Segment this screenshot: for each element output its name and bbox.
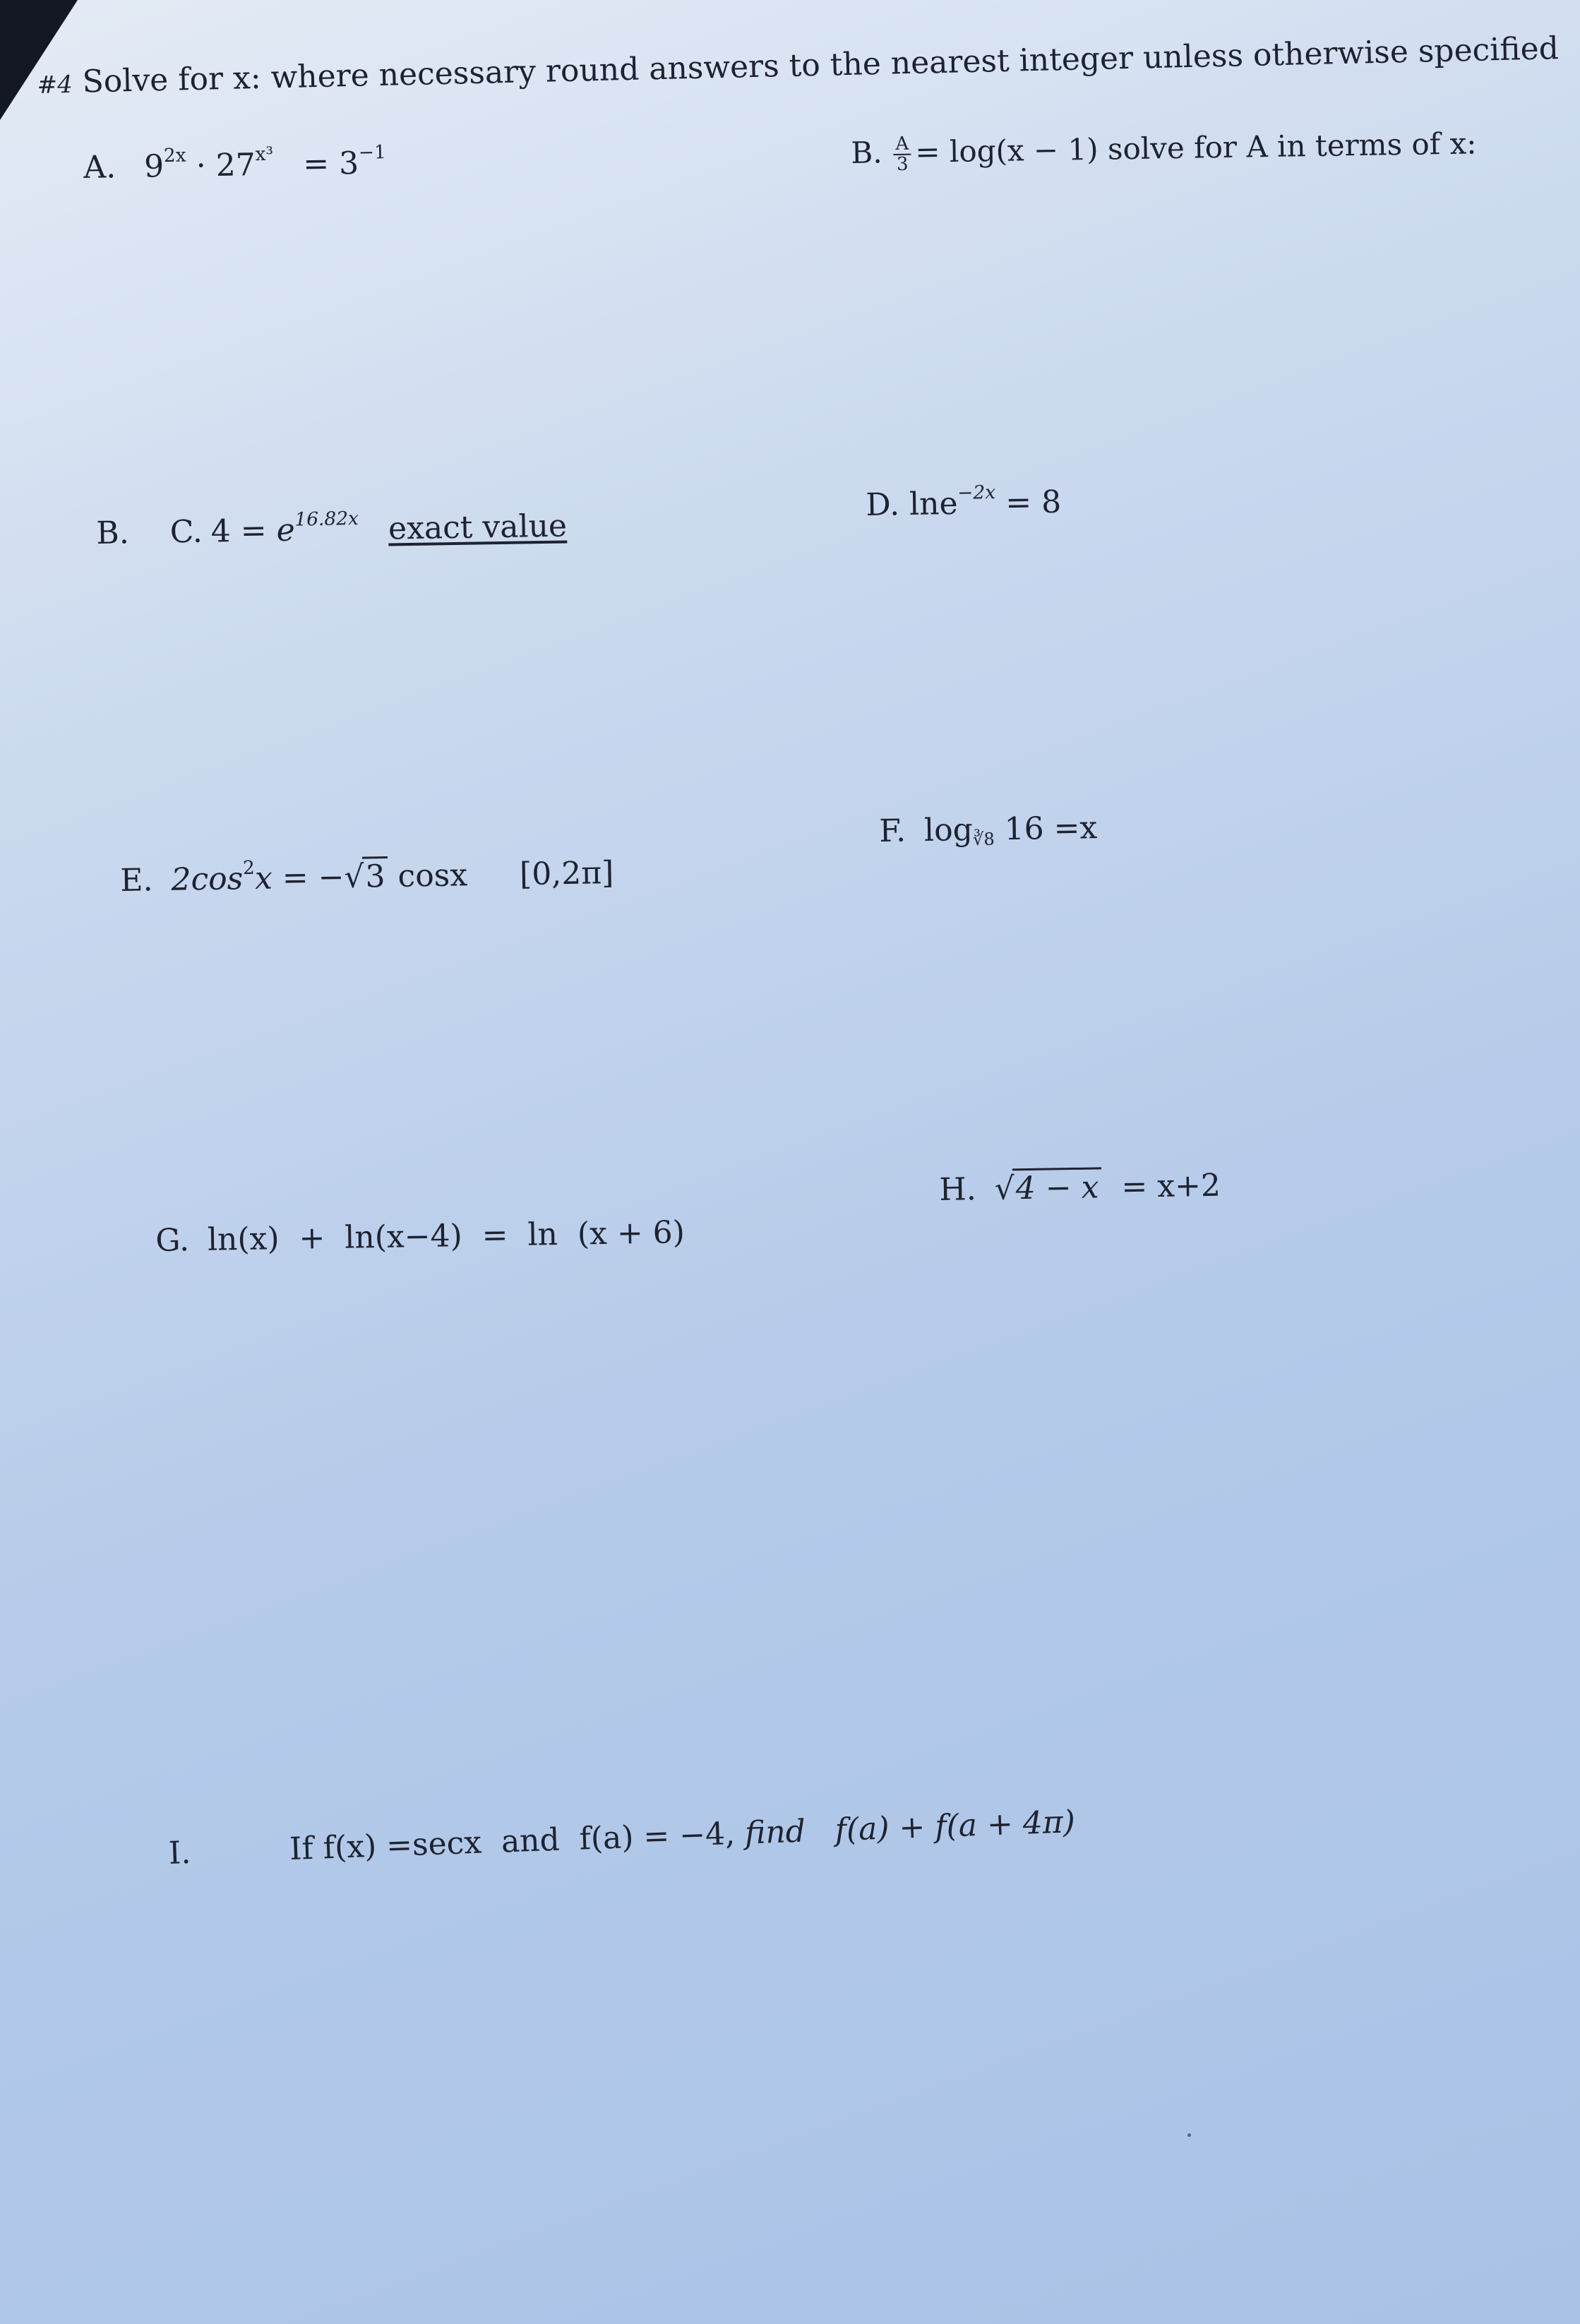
label-e: E. (120, 862, 153, 899)
problem-e (120, 855, 614, 899)
problem-c (96, 508, 567, 551)
a-exp2: x³ (255, 143, 274, 166)
i-text1: If f(x) =secx and f(a) = −4, (289, 1815, 746, 1867)
label-b-extra: B. (96, 515, 130, 551)
label-f: F. (879, 813, 906, 849)
d-rhs: = 8 (1005, 484, 1062, 521)
e-neg: − (318, 859, 345, 896)
label-a: A. (83, 149, 116, 186)
e-tail: cosx (397, 857, 468, 894)
a-base1: 9 (143, 148, 164, 185)
problem-a (83, 141, 387, 186)
problem-header (37, 30, 1559, 101)
e-lhs: 2cos (171, 861, 244, 898)
e-radicand: 3 (362, 856, 388, 895)
problem-h (939, 1168, 1221, 1208)
label-b: B. (851, 135, 882, 171)
problem-f (879, 810, 1098, 849)
label-h: H. (939, 1171, 977, 1208)
problem-b (851, 126, 1477, 176)
e-var: x = (254, 859, 309, 897)
h-rhs: = x+2 (1121, 1167, 1221, 1205)
problem-number: #4 (37, 70, 73, 100)
i-text2: f(a) + f(a + 4π) (834, 1804, 1076, 1849)
d-fn: lne (909, 485, 958, 523)
label-d: D. (866, 486, 900, 523)
c-note: exact value (388, 508, 568, 547)
c-lhs: 4 = (210, 512, 277, 550)
b-rhs: = log(x − 1) solve for A in terms of x: (914, 126, 1477, 169)
g-expr: ln(x) + ln(x−4) = ln (x + 6) (207, 1214, 686, 1258)
problem-g (155, 1214, 685, 1259)
b-denominator: 3 (896, 154, 909, 176)
f-arg: 16 (1004, 810, 1044, 848)
e-exp: 2 (242, 856, 256, 880)
f-rhs: =x (1053, 810, 1098, 847)
a-eq: = (302, 145, 330, 183)
c-base: e (276, 512, 296, 549)
c-exp: 16.82x (294, 508, 359, 531)
f-fn: log (923, 811, 974, 849)
label-c: C. (169, 513, 203, 551)
sqrt-icon: √ (344, 858, 364, 896)
problem-d (866, 481, 1062, 523)
a-dot: · (196, 148, 207, 184)
label-g: G. (155, 1222, 190, 1259)
paper-speck (1187, 2133, 1191, 2137)
a-exp3: −1 (358, 141, 387, 164)
h-radicand: 4 − x (1012, 1167, 1101, 1206)
a-base3: 3 (338, 145, 359, 182)
sqrt-icon: √ (994, 1170, 1015, 1207)
problem-i (168, 1804, 1076, 1871)
f-base: ∛8 (972, 829, 995, 850)
instructions: Solve for x: where necessary round answers to the nearest integer unless otherwise specified (82, 30, 1560, 100)
i-find: find (744, 1813, 806, 1852)
b-numerator: A (893, 135, 911, 156)
a-base2: 27 (215, 147, 256, 184)
fraction-a-over-3 (893, 135, 911, 175)
e-interval: [0,2π] (519, 855, 614, 893)
label-i: I. (168, 1834, 192, 1871)
d-exp: −2x (957, 481, 996, 504)
a-exp1: 2x (163, 144, 186, 167)
corner-shadow (0, 0, 78, 120)
